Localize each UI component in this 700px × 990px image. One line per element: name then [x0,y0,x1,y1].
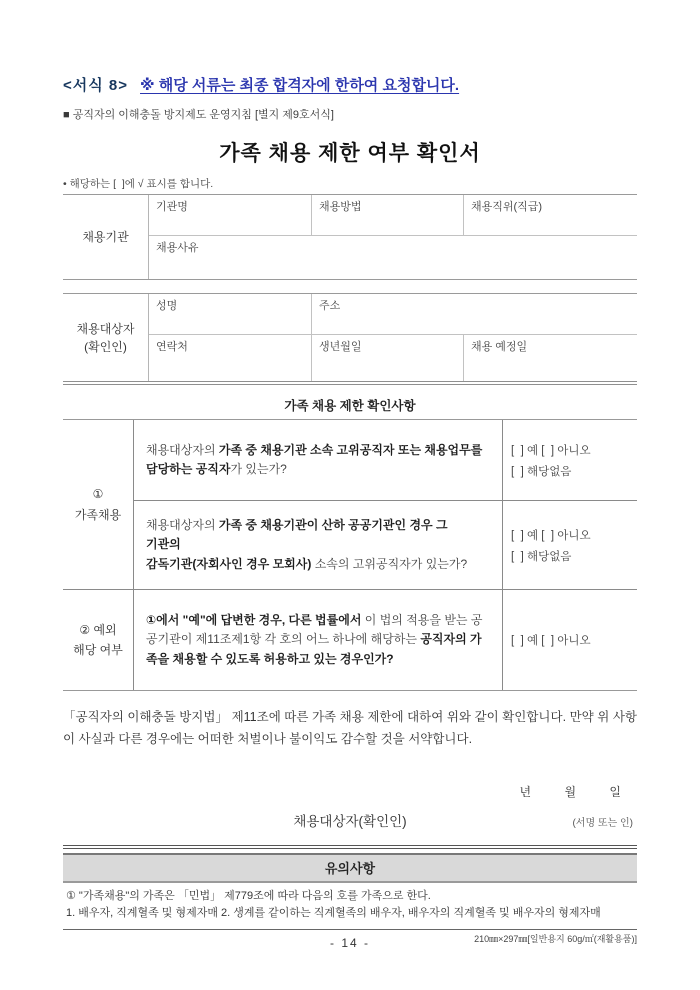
form-tag: <서식 8> [63,77,129,94]
hire-date-field[interactable] [463,335,637,381]
answer-3 [503,590,637,690]
answer-1-not-applicable[interactable]: [ ] 해당없음 [511,465,572,478]
answer-2-yes-no[interactable]: [ ] 예 [ ] 아니오 [511,529,591,542]
candidate-row-1 [149,294,637,334]
candidate-header-line1: 채용대상자 [76,321,135,336]
double-rule [63,845,637,849]
header-line [63,74,637,95]
answer-2-not-applicable[interactable]: [ ] 해당없음 [511,550,572,563]
name-label: 성명 [156,300,178,312]
answer-2 [503,501,637,589]
guideline-reference: ■ 공직자의 이해충돌 방지제도 운영지침 [별지 제9호서식] [63,109,334,121]
check-row-1 [134,420,637,500]
notice-notes [63,883,637,930]
org-name-field[interactable] [149,195,311,235]
answer-3-yes-no[interactable]: [ ] 예 [ ] 아니오 [511,635,591,647]
question-3-text [134,590,503,690]
q3-bold1: ①에서 "예"에 답변한 경우, 다른 법률에서 [146,613,362,628]
address-label: 주소 [319,300,341,312]
agency-row-2 [149,235,637,279]
header-notice: ※ 해당 서류는 최종 합격자에 한하여 요청합니다. [140,77,460,94]
hire-reason-label: 채용사유 [156,242,199,254]
notice-note-1: ① "가족채용"의 가족은 「민법」 제779조에 따라 다음의 호를 가족으로 한다. [66,889,431,902]
candidate-table-header [63,294,149,381]
check-block-exception [63,589,637,690]
check-side1-label: 가족채용 [74,507,122,522]
check-side2-line1: ② 예외 [79,622,117,637]
paper-spec: 210㎜×297㎜[일반용지 60g/㎡(재활용품)] [474,933,637,944]
seal-or-sign-label[interactable]: (서명 또는 인) [572,817,633,829]
q1-pre: 채용대상자의 [146,442,219,457]
candidate-table [63,293,637,385]
declaration-text: 「공직자의 이해충돌 방지법」 제11조에 따른 가족 채용 제한에 대하여 위와 같이 확인합니다. 만약 위 사항이 사실과 다른 경우에는 어떠한 처벌이나 불이익도 감수할 것을 서약합니다. [63,710,637,746]
q3-bold2: 공직자의 가족을 채용할 수 있도록 허용하고 있는 경우인가? [146,632,482,666]
question-2-text [134,501,503,589]
q1-bold: 가족 중 채용기관 소속 고위공직자 또는 채용업무를 담당하는 공직자 [146,442,483,476]
address-field[interactable] [311,294,637,334]
hire-reason-field[interactable] [149,236,637,279]
check-row-3 [134,590,637,690]
check-table [63,419,637,691]
page-number: - 14 - [329,936,370,950]
check-side2-line2: 해당 여부 [73,643,123,657]
agency-table [63,194,637,280]
signer-label: 채용대상자(확인인) [293,813,407,829]
name-field[interactable] [149,294,311,334]
candidate-row-2 [149,334,637,381]
q3-mid: 이 법의 적용을 받는 공공기관이 제11조제1항 각 호의 어느 하나에 해당하는 [146,613,483,647]
date-line[interactable]: 년 월 일 [519,784,621,799]
agency-table-header: 채용기관 [63,195,149,279]
notice-banner: 유의사항 [63,853,637,883]
question-1-text [134,420,503,500]
check-section-title: 가족 채용 제한 확인사항 [284,399,416,413]
candidate-header-line2: (확인인) [84,339,127,354]
birthdate-label: 생년월일 [319,341,362,353]
check-row-2 [134,500,637,589]
check-side-exception [63,590,134,690]
document-page [63,74,637,945]
check-block-family-hire [63,420,637,589]
answer-1-yes-no[interactable]: [ ] 예 [ ] 아니오 [511,444,591,457]
check-mark-hint: • 해당하는 [ ]에 √ 표시를 합니다. [63,178,214,190]
contact-field[interactable] [149,335,311,381]
q2-pre: 채용대상자의 [146,518,219,533]
birthdate-field[interactable] [311,335,463,381]
agency-row-1 [149,195,637,235]
q2-bold3: 감독기관(자회사인 경우 모회사) [146,556,312,571]
q2-bold2: 기관의 [146,537,181,552]
check-side1-number: ① [92,487,104,502]
q2-post: 소속의 고위공직자가 있는가? [311,556,468,571]
hire-method-label: 채용방법 [319,201,362,213]
check-side-family-hire [63,420,134,589]
org-name-label: 기관명 [156,201,188,213]
contact-label: 연락처 [156,341,188,353]
hire-method-field[interactable] [311,195,463,235]
document-title: 가족 채용 제한 여부 확인서 [219,142,481,165]
hire-position-field[interactable] [463,195,637,235]
answer-1 [503,420,637,500]
signature-line [63,810,637,830]
q2-bold1: 가족 중 채용기관이 산하 공공기관인 경우 그 [218,518,448,533]
hire-position-label: 채용직위(직급) [471,201,543,213]
q1-post: 가 있는가? [230,462,287,476]
hire-date-label: 채용 예정일 [471,341,528,353]
notice-note-2: 1. 배우자, 직계혈족 및 형제자매 2. 생계를 같이하는 직계혈족의 배우자, 배우자의 직계혈족 및 배우자의 형제자매 [66,907,601,920]
